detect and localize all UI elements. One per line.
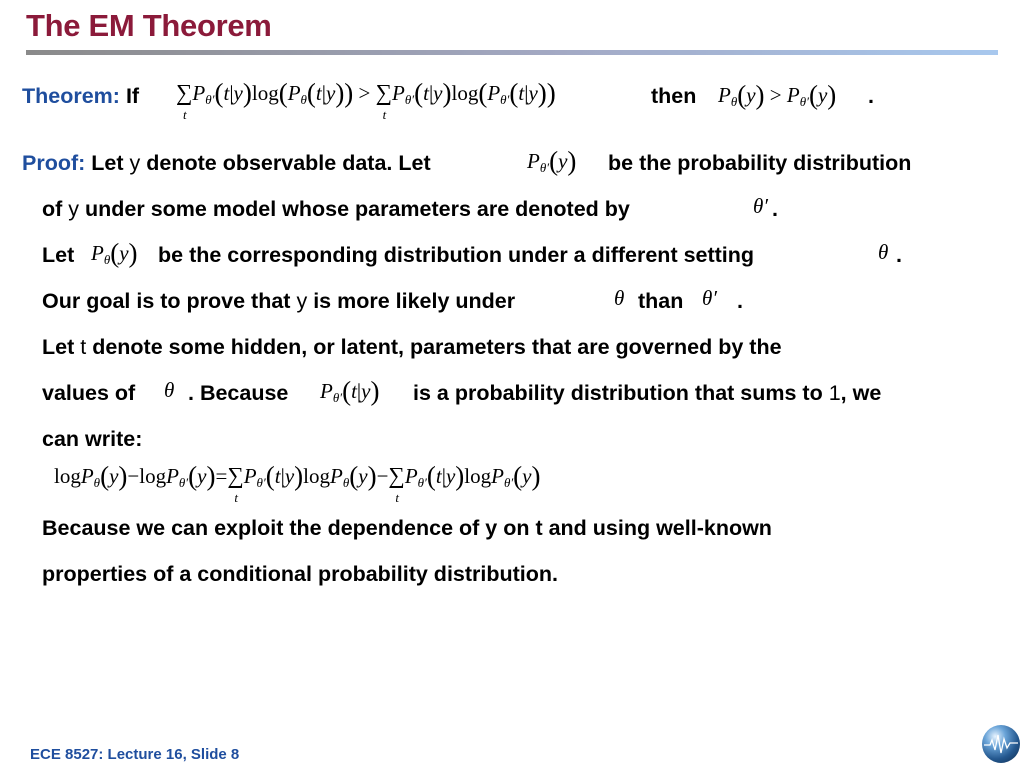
- theorem-hypothesis-formula: ∑ t $P_{\theta'}(t|y)\log(P_\theta(t|y))$ > ∑ t $P_{\theta'}(t|y)\log(P_{\theta'}(t|y))$: [176, 78, 556, 122]
- formula-theta: θ: [878, 240, 889, 264]
- proof-line-4-end: .: [737, 289, 743, 313]
- proof-label: Proof:: [22, 151, 86, 175]
- proof-line-6: values of: [42, 381, 136, 405]
- globe-logo-icon: [982, 725, 1020, 763]
- log-likelihood-difference-equation: logP$_\theta$(y)−logP$_{\theta'}$(y)=∑ t $P_{\theta'}(t|y)\log P_\theta(y)-\sum$ t $P_{\theta'}(t|y)\log P_{\theta'}(y)$: [54, 461, 541, 505]
- proof-line-3-end: .: [896, 243, 902, 267]
- proof-line-8: Because we can exploit the dependence of y on t and using well-known: [42, 516, 772, 540]
- formula-p-theta-y: $P_\theta(y)$: [91, 238, 138, 268]
- formula-theta-2: θ: [614, 286, 625, 310]
- proof-line-4-than: than: [638, 289, 684, 313]
- slide-footer: ECE 8527: Lecture 16, Slide 8: [30, 746, 240, 763]
- proof-line-5: Let t denote some hidden, or latent, parameters that are governed by the: [42, 335, 782, 359]
- theorem-if: If: [125, 84, 140, 108]
- proof-line-7: can write:: [42, 427, 143, 451]
- theorem-label: Theorem:: [22, 84, 120, 108]
- proof-line-6-end: is a probability distribution that sums to 1, we: [413, 381, 882, 405]
- proof-line-4: Our goal is to prove that y is more likely under: [42, 289, 516, 313]
- title-underline: [26, 50, 998, 55]
- theorem-end-dot: .: [868, 84, 874, 108]
- proof-line-1-end: be the probability distribution: [608, 151, 912, 175]
- proof-line-3: Let: [42, 243, 75, 267]
- proof-line-6-because: . Because: [188, 381, 289, 405]
- proof-line-9: properties of a conditional probability distribution.: [42, 562, 559, 586]
- formula-theta-prime-2: θ′: [702, 286, 717, 310]
- proof-line-3-text: be the corresponding distribution under a different setting: [158, 243, 755, 267]
- slide-title: The EM Theorem: [26, 8, 272, 43]
- theorem-then: then: [651, 84, 697, 108]
- formula-p-thetaprime-t-given-y: $P_{\theta'}(t|y)$: [320, 376, 380, 406]
- theorem-line: [22, 84, 139, 109]
- sum-symbol: ∑ t: [176, 80, 193, 122]
- proof-line-2-end: .: [772, 197, 778, 221]
- formula-p-thetaprime-y: $P_{\theta'}(y)$: [527, 146, 577, 176]
- theorem-conclusion-formula: $P_\theta(y) > P_{\theta'}(y)$: [718, 80, 837, 110]
- formula-theta-prime: θ′: [753, 194, 768, 218]
- proof-line-1: Proof: Let y denote observable data. Let: [22, 151, 431, 175]
- formula-theta-3: θ: [164, 378, 175, 402]
- proof-line-2: of y under some model whose parameters are denoted by: [42, 197, 630, 221]
